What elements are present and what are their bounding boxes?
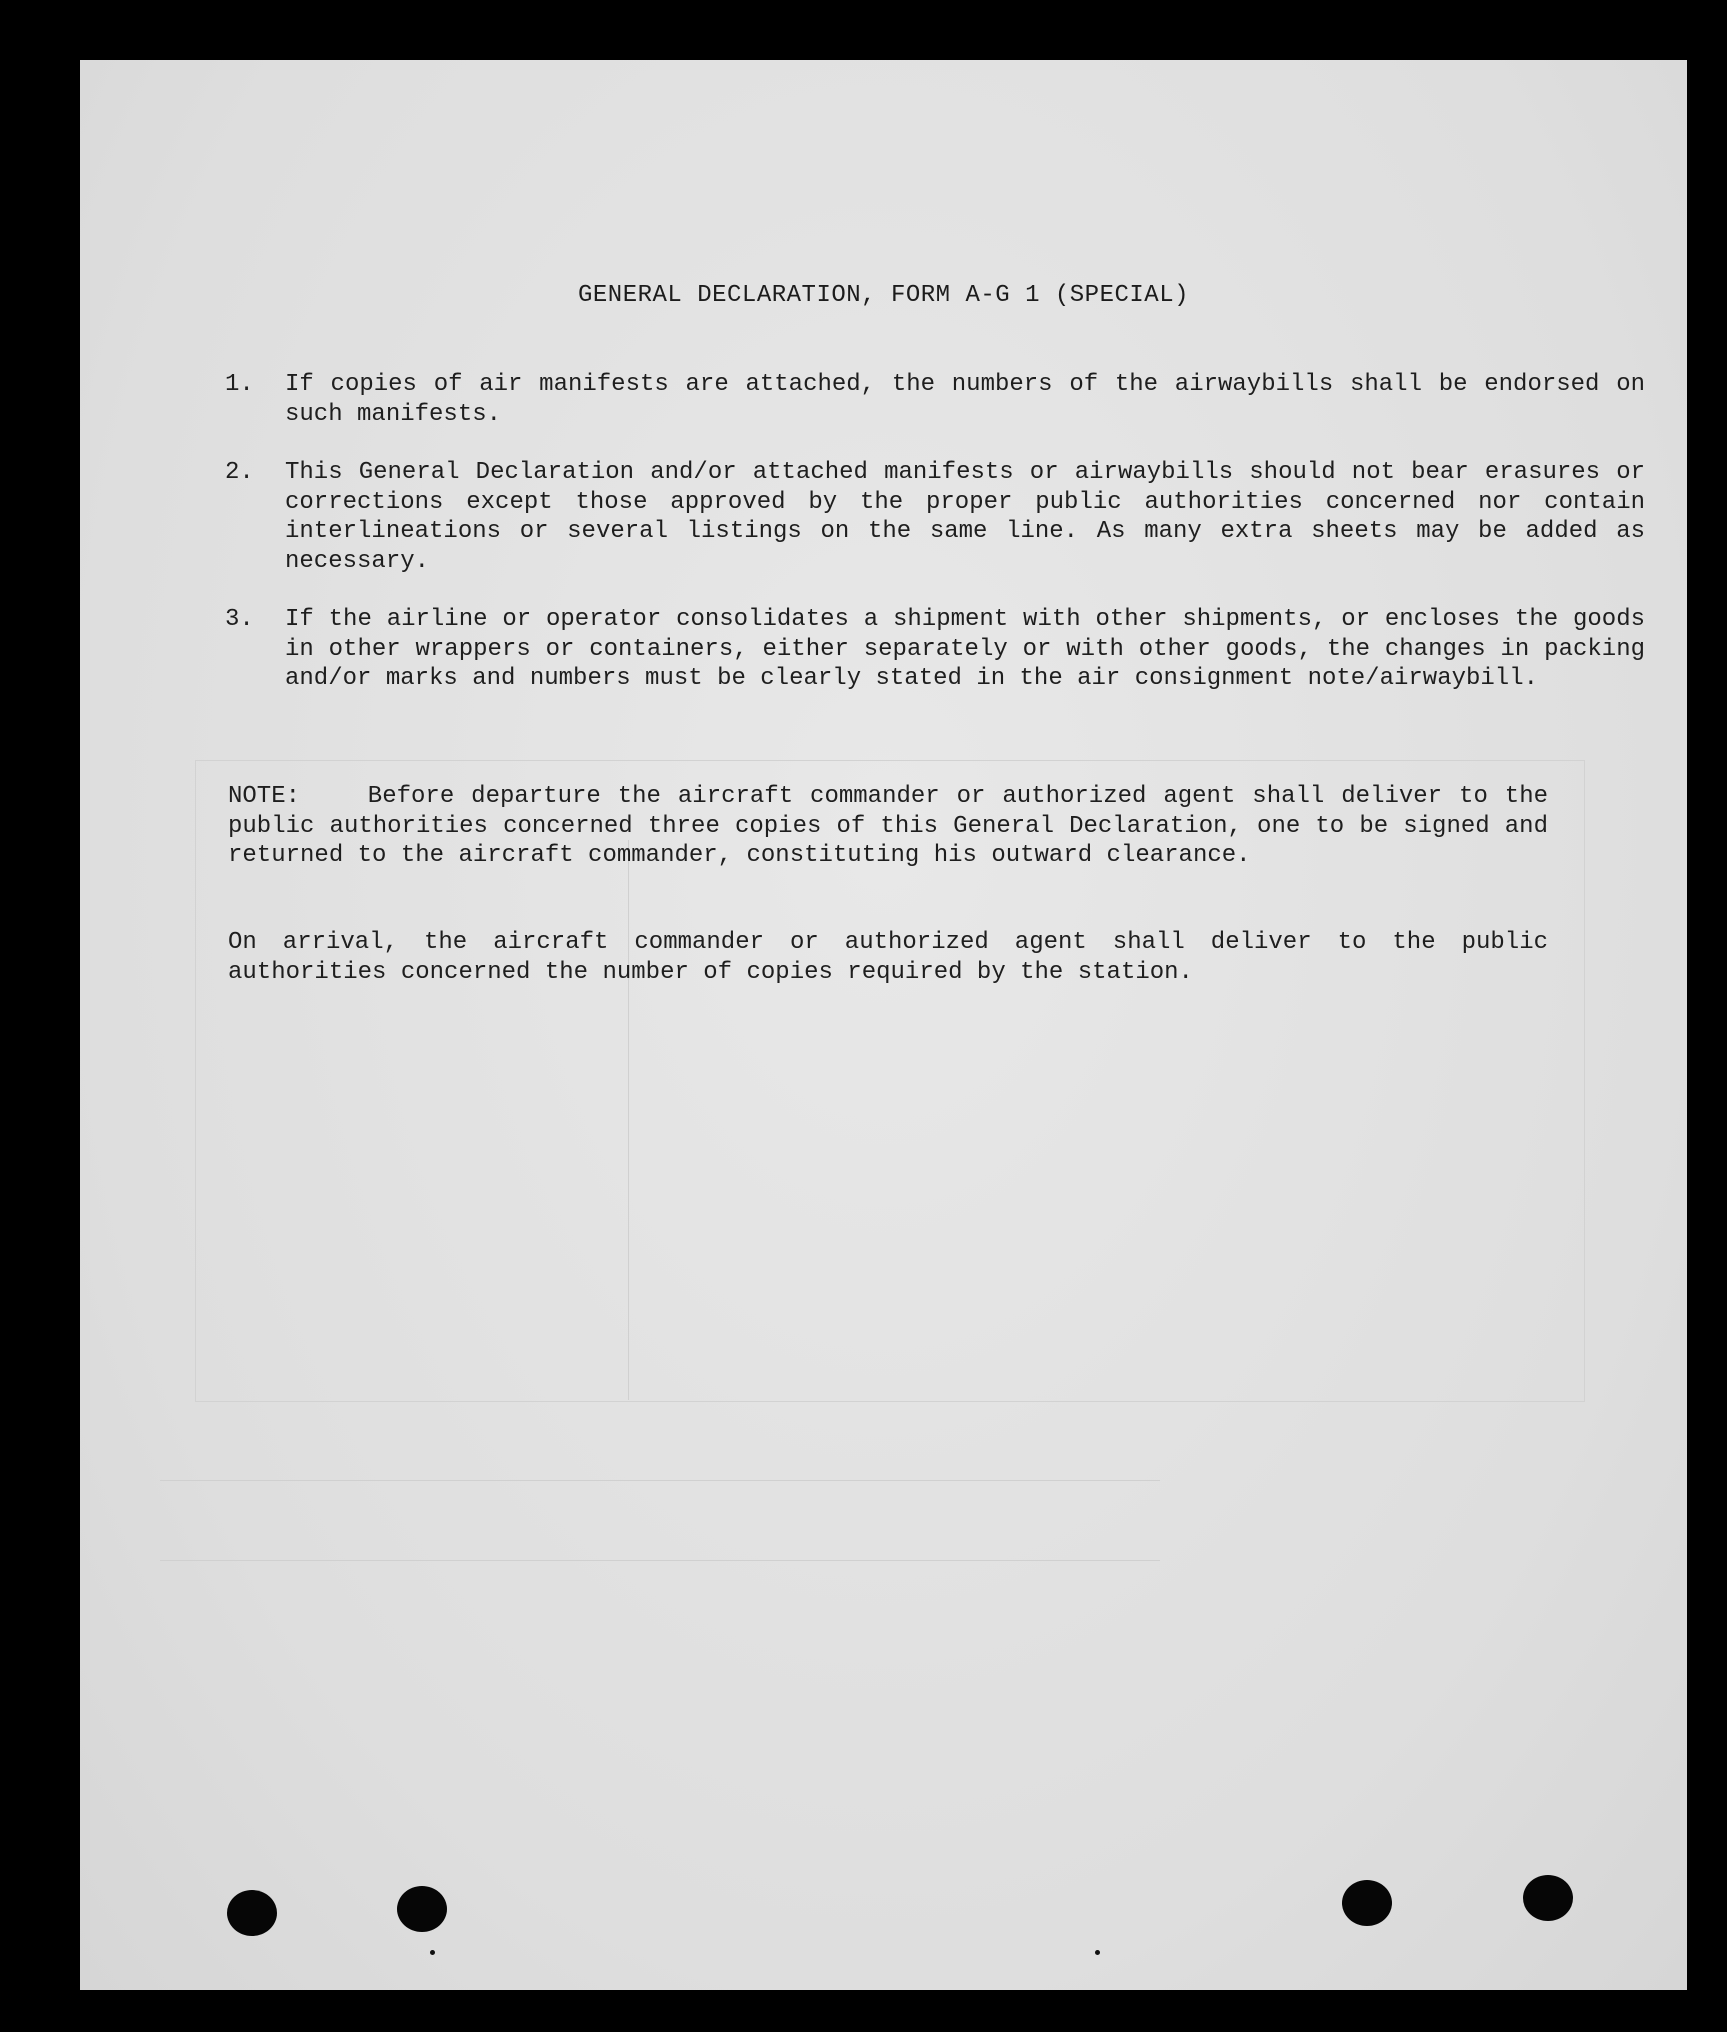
document-page <box>80 60 1687 1990</box>
item-number: 1. <box>225 371 254 398</box>
punch-hole <box>227 1890 277 1936</box>
punch-hole <box>397 1886 447 1932</box>
item-number: 3. <box>225 606 254 633</box>
note-paragraph: NOTE: Before departure the aircraft commander or authorized agent shall deliver to the public authorities concerned three copies of this General Declaration, one to be signed and returned to the aircraft commander, constituting his outward clearance. <box>228 783 1563 869</box>
bleed-through-form-line <box>628 840 629 1400</box>
speck <box>430 1950 435 1955</box>
punch-hole <box>1342 1880 1392 1926</box>
item-number: 2. <box>225 459 254 486</box>
page-title: GENERAL DECLARATION, FORM A-G 1 (SPECIAL) <box>578 282 1189 309</box>
punch-hole <box>1523 1875 1573 1921</box>
bleed-through-form-line <box>160 1480 1160 1481</box>
bleed-through-form-line <box>160 1560 1160 1561</box>
speck <box>1095 1950 1100 1955</box>
item-text: If copies of air manifests are attached, the numbers of the airwaybills shall be endorsed on such manifests. <box>285 371 1645 428</box>
arrival-paragraph: On arrival, the aircraft commander or authorized agent shall deliver to the public authorities concerned the number of copies required by the station. <box>228 929 1548 986</box>
item-text: This General Declaration and/or attached manifests or airwaybills should not bear erasures or corrections except those approved by the proper public authorities concerned nor contain interlineations or several listings on the same line. As many extra sheets may be added as necessary. <box>285 459 1645 575</box>
item-text: If the airline or operator consolidates a shipment with other shipments, or encloses the goods in other wrappers or containers, either separately or with other goods, the changes in packing and/or marks and numbers must be clearly stated in the air consignment note/airwaybill. <box>285 606 1645 692</box>
